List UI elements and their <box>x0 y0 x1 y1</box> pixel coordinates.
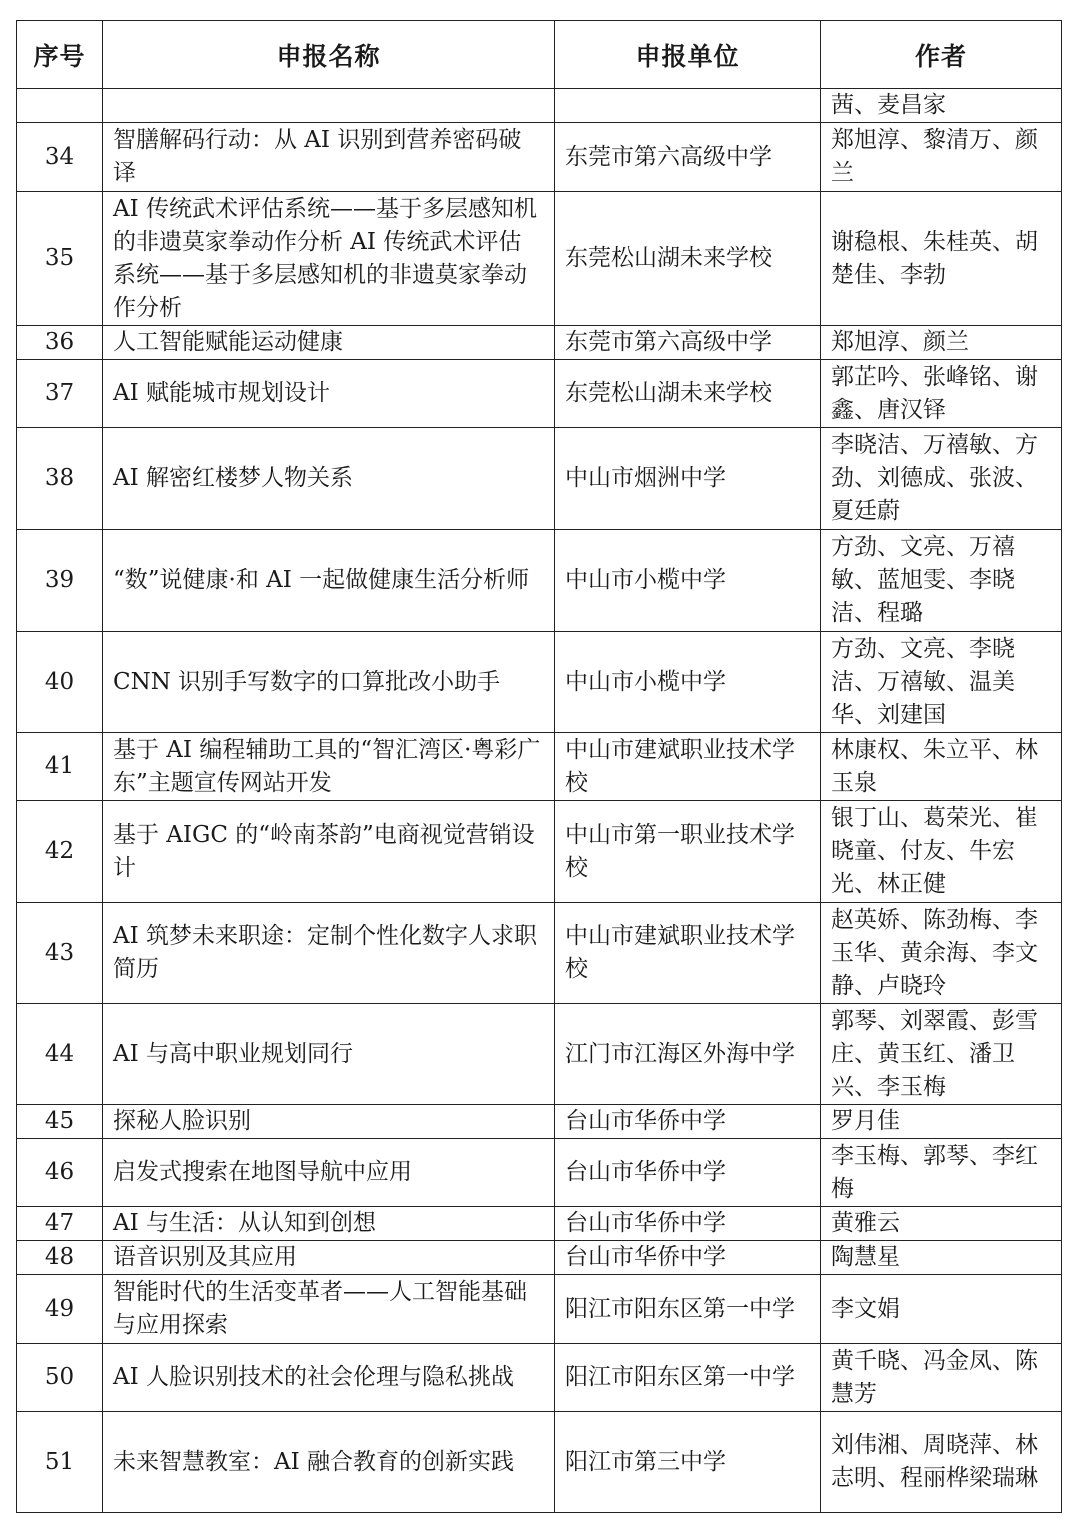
row-name <box>103 801 555 903</box>
row-name-text: AI 传统武术评估系统——基于多层感知机的非遗莫家拳动作分析 AI 传统武术评估系统——基于多层感知机的非遗莫家拳动作分析 <box>113 195 538 321</box>
row-unit <box>555 903 821 1004</box>
table-row <box>17 326 1062 360</box>
row-name-text: 智能时代的生活变革者——人工智能基础与应用探索 <box>113 1279 527 1338</box>
row-authors-text: 方劲、文亮、李晓洁、万禧敏、温美华、刘建国 <box>831 635 1015 728</box>
row-unit-text: 中山市第一职业技术学校 <box>565 821 795 881</box>
award-table <box>16 20 1062 1513</box>
row-name <box>103 1207 555 1241</box>
row-unit-text: 中山市建斌职业技术学校 <box>565 736 795 796</box>
row-authors-text: 罗月佳 <box>831 1108 900 1134</box>
table-row <box>17 733 1062 801</box>
table-row <box>17 192 1062 326</box>
row-num: 35 <box>17 192 103 326</box>
row-name-text: AI 与生活：从认知到创想 <box>113 1210 377 1236</box>
row-num: 49 <box>17 1275 103 1344</box>
row-name-text: “数”说健康·和 AI 一起做健康生活分析师 <box>113 567 530 593</box>
row-name <box>103 360 555 428</box>
row-unit <box>555 530 821 632</box>
row-unit-text: 台山市华侨中学 <box>565 1244 726 1270</box>
row-num: 38 <box>17 428 103 530</box>
row-num: 36 <box>17 326 103 360</box>
row-name-text: AI 与高中职业规划同行 <box>113 1040 354 1067</box>
table-row <box>17 801 1062 903</box>
table-row <box>17 1241 1062 1275</box>
row-unit <box>555 192 821 326</box>
row-unit-text: 台山市华侨中学 <box>565 1159 726 1185</box>
row-unit-text: 台山市华侨中学 <box>565 1108 726 1134</box>
row-authors-text: 方劲、文亮、万禧敏、蓝旭雯、李晓洁、程璐 <box>831 534 1015 626</box>
row-unit <box>555 733 821 801</box>
row-authors <box>821 1004 1062 1105</box>
row-authors <box>821 428 1062 530</box>
row-name-text: AI 解密红楼梦人物关系 <box>113 465 354 491</box>
header-name: 申报名称 <box>103 21 555 89</box>
row-unit-text: 中山市小榄中学 <box>565 668 726 695</box>
row-name <box>103 123 555 192</box>
row-unit-text: 台山市华侨中学 <box>565 1210 726 1236</box>
row-unit <box>555 123 821 192</box>
row-name-text: CNN 识别手写数字的口算批改小助手 <box>113 668 501 695</box>
row-authors <box>821 632 1062 733</box>
row-unit <box>555 326 821 360</box>
table-row <box>17 1207 1062 1241</box>
row-name <box>103 1275 555 1344</box>
row-name-text: 人工智能赋能运动健康 <box>113 329 343 355</box>
row-authors <box>821 326 1062 360</box>
row-num: 45 <box>17 1105 103 1139</box>
row-unit <box>555 89 821 123</box>
row-name <box>103 1344 555 1412</box>
row-name-text: 基于 AIGC 的“岭南茶韵”电商视觉营销设计 <box>113 821 535 881</box>
row-authors <box>821 530 1062 632</box>
header-row <box>17 21 1062 89</box>
row-authors-text: 茜、麦昌家 <box>831 92 946 118</box>
table-row <box>17 123 1062 192</box>
row-unit <box>555 1105 821 1139</box>
row-name <box>103 1412 555 1513</box>
row-authors <box>821 1207 1062 1241</box>
row-num: 34 <box>17 123 103 192</box>
row-name-text: 探秘人脸识别 <box>113 1108 251 1134</box>
row-authors-text: 谢稳根、朱桂英、胡楚佳、李勃 <box>831 228 1038 288</box>
row-num: 39 <box>17 530 103 632</box>
row-authors-text: 郑旭淳、黎清万、颜兰 <box>831 127 1038 186</box>
row-name-text: 基于 AI 编程辅助工具的“智汇湾区·粤彩广东”主题宣传网站开发 <box>113 736 541 796</box>
row-authors-text: 赵英娇、陈劲梅、李玉华、黄余海、李文静、卢晓玲 <box>831 906 1038 999</box>
row-unit-text: 东莞松山湖未来学校 <box>565 380 772 406</box>
row-name <box>103 1105 555 1139</box>
row-name <box>103 1004 555 1105</box>
table-row <box>17 428 1062 530</box>
row-unit <box>555 1139 821 1207</box>
table-row <box>17 1344 1062 1412</box>
row-authors <box>821 123 1062 192</box>
row-authors-text: 黄千晓、冯金凤、陈慧芳 <box>831 1347 1038 1407</box>
row-authors-text: 郭琴、刘翠霞、彭雪庄、黄玉红、潘卫兴、李玉梅 <box>831 1007 1038 1100</box>
row-authors <box>821 733 1062 801</box>
row-unit-text: 江门市江海区外海中学 <box>565 1040 795 1067</box>
row-unit-text: 阳江市阳东区第一中学 <box>565 1295 795 1322</box>
row-num: 47 <box>17 1207 103 1241</box>
table-row <box>17 530 1062 632</box>
table-row <box>17 1275 1062 1344</box>
row-name-text: AI 赋能城市规划设计 <box>113 380 331 406</box>
row-unit <box>555 1275 821 1344</box>
table-row <box>17 89 1062 123</box>
row-name <box>103 1241 555 1275</box>
row-authors <box>821 1344 1062 1412</box>
row-unit-text: 中山市小榄中学 <box>565 567 726 593</box>
table-row <box>17 903 1062 1004</box>
row-unit <box>555 360 821 428</box>
row-authors <box>821 1241 1062 1275</box>
row-authors <box>821 1412 1062 1513</box>
row-name <box>103 192 555 326</box>
row-authors <box>821 801 1062 903</box>
row-num <box>17 89 103 123</box>
row-authors-text: 李文娟 <box>831 1295 900 1322</box>
table-row <box>17 1105 1062 1139</box>
row-name <box>103 89 555 123</box>
row-num: 48 <box>17 1241 103 1275</box>
row-name <box>103 1139 555 1207</box>
row-name-text: 语音识别及其应用 <box>113 1244 297 1270</box>
row-name <box>103 428 555 530</box>
row-name-text: AI 人脸识别技术的社会伦理与隐私挑战 <box>113 1364 515 1390</box>
table-row <box>17 360 1062 428</box>
row-authors-text: 郑旭淳、颜兰 <box>831 329 969 355</box>
row-num: 43 <box>17 903 103 1004</box>
row-authors-text: 陶慧星 <box>831 1244 900 1270</box>
row-unit-text: 东莞市第六高级中学 <box>565 329 772 355</box>
row-name <box>103 326 555 360</box>
row-name-text: AI 筑梦未来职途：定制个性化数字人求职简历 <box>113 923 538 982</box>
row-name <box>103 903 555 1004</box>
row-authors <box>821 1105 1062 1139</box>
row-num: 46 <box>17 1139 103 1207</box>
document-page <box>16 20 1061 1513</box>
row-unit <box>555 801 821 903</box>
row-unit-text: 东莞松山湖未来学校 <box>565 245 772 271</box>
row-num: 51 <box>17 1412 103 1513</box>
row-name-text: 未来智慧教室：AI 融合教育的创新实践 <box>113 1448 515 1475</box>
row-authors <box>821 89 1062 123</box>
row-unit-text: 中山市建斌职业技术学校 <box>565 923 795 982</box>
table-row <box>17 1004 1062 1105</box>
row-num: 40 <box>17 632 103 733</box>
row-unit-text: 中山市烟洲中学 <box>565 465 726 491</box>
row-authors-text: 刘伟湘、周晓萍、林志明、程丽桦梁瑞琳 <box>831 1432 1038 1491</box>
row-authors-text: 林康权、朱立平、林玉泉 <box>831 736 1038 796</box>
row-authors <box>821 903 1062 1004</box>
header-authors: 作者 <box>821 21 1062 89</box>
row-unit <box>555 1241 821 1275</box>
row-unit-text: 阳江市阳东区第一中学 <box>565 1364 795 1390</box>
row-unit-text: 阳江市第三中学 <box>565 1448 726 1475</box>
row-authors <box>821 1275 1062 1344</box>
row-name-text: 启发式搜索在地图导航中应用 <box>113 1159 412 1185</box>
row-authors-text: 李晓洁、万禧敏、方劲、刘德成、张波、夏廷蔚 <box>831 432 1038 524</box>
header-num: 序号 <box>17 21 103 89</box>
row-num: 44 <box>17 1004 103 1105</box>
row-authors-text: 李玉梅、郭琴、李红梅 <box>831 1142 1038 1202</box>
row-unit <box>555 1344 821 1412</box>
row-unit <box>555 1207 821 1241</box>
row-authors-text: 黄雅云 <box>831 1210 900 1236</box>
row-num: 37 <box>17 360 103 428</box>
row-name-text: 智膳解码行动：从 AI 识别到营养密码破译 <box>113 127 522 186</box>
row-unit <box>555 632 821 733</box>
row-name <box>103 733 555 801</box>
header-unit: 申报单位 <box>555 21 821 89</box>
row-authors <box>821 192 1062 326</box>
row-unit <box>555 428 821 530</box>
row-num: 42 <box>17 801 103 903</box>
row-authors <box>821 1139 1062 1207</box>
row-unit-text: 东莞市第六高级中学 <box>565 143 772 170</box>
row-name <box>103 632 555 733</box>
table-row <box>17 1412 1062 1513</box>
table-row <box>17 1139 1062 1207</box>
row-authors <box>821 360 1062 428</box>
row-name <box>103 530 555 632</box>
row-unit <box>555 1004 821 1105</box>
row-authors-text: 银丁山、葛荣光、崔晓童、付友、牛宏光、林正健 <box>831 805 1038 897</box>
row-num: 41 <box>17 733 103 801</box>
row-num: 50 <box>17 1344 103 1412</box>
row-authors-text: 郭芷吟、张峰铭、谢鑫、唐汉铎 <box>831 363 1038 423</box>
table-row <box>17 632 1062 733</box>
row-unit <box>555 1412 821 1513</box>
